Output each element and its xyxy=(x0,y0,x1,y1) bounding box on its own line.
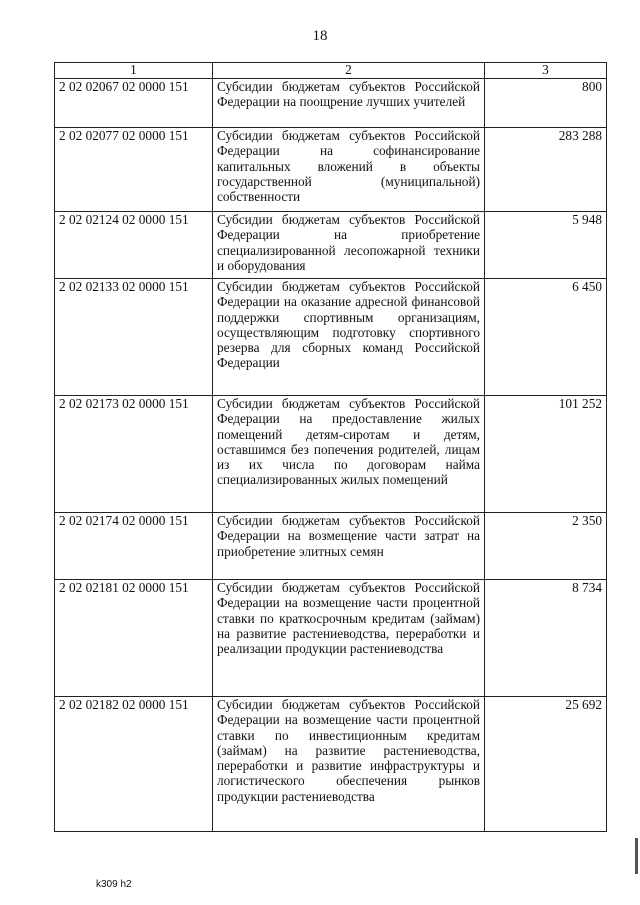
row-code: 2 02 02173 02 0000 151 xyxy=(55,396,213,513)
scan-edge-mark xyxy=(635,838,638,874)
column-header-amount: 3 xyxy=(485,63,607,79)
row-description: Субсидии бюджетам субъектов Российской Федерации на возмещение части процентной ставки по краткосрочным кредитам (займам) на развитие растениеводства, переработки и реализации продукции растениеводства xyxy=(213,580,485,697)
row-amount: 283 288 xyxy=(485,128,607,212)
row-description: Субсидии бюджетам субъектов Российской Федерации на оказание адресной финансовой поддержки спортивным организациям, осуществляющим подготовку спортивного резерва для сборных команд Российской Федерации xyxy=(213,279,485,396)
table-row xyxy=(55,513,607,580)
table-row xyxy=(55,580,607,697)
table-row xyxy=(55,697,607,832)
row-amount: 25 692 xyxy=(485,697,607,832)
page-number: 18 xyxy=(312,28,328,44)
row-code: 2 02 02133 02 0000 151 xyxy=(55,279,213,396)
footer-document-code: k309 h2 xyxy=(96,879,132,890)
row-amount: 101 252 xyxy=(485,396,607,513)
row-code: 2 02 02077 02 0000 151 xyxy=(55,128,213,212)
row-description: Субсидии бюджетам субъектов Российской Федерации на приобретение специализированной лесопожарной техники и оборудования xyxy=(213,212,485,279)
table-row xyxy=(55,212,607,279)
row-code: 2 02 02182 02 0000 151 xyxy=(55,697,213,832)
table-row xyxy=(55,279,607,396)
row-description: Субсидии бюджетам субъектов Российской Федерации на возмещение части затрат на приобретение элитных семян xyxy=(213,513,485,580)
row-amount: 8 734 xyxy=(485,580,607,697)
row-code: 2 02 02174 02 0000 151 xyxy=(55,513,213,580)
row-description: Субсидии бюджетам субъектов Российской Федерации на предоставление жилых помещений детям-сиротам и детям, оставшимся без попечения родителей, лицам из их числа по договорам найма специализированных жилых помещений xyxy=(213,396,485,513)
row-description: Субсидии бюджетам субъектов Российской Федерации на софинансирование капитальных вложений в объекты государственной (муниципальной) собственности xyxy=(213,128,485,212)
table-row xyxy=(55,79,607,128)
row-code: 2 02 02067 02 0000 151 xyxy=(55,79,213,128)
row-amount: 6 450 xyxy=(485,279,607,396)
row-description: Субсидии бюджетам субъектов Российской Федерации на поощрение лучших учителей xyxy=(213,79,485,128)
row-description: Субсидии бюджетам субъектов Российской Федерации на возмещение части процентной ставки по инвестиционным кредитам (займам) на развитие растениеводства, переработки и развитие инфраструктуры и логистического обеспечения рынков продукции растениеводства xyxy=(213,697,485,832)
table-header-row xyxy=(55,63,607,79)
row-code: 2 02 02181 02 0000 151 xyxy=(55,580,213,697)
column-header-code: 1 xyxy=(55,63,213,79)
table-row xyxy=(55,396,607,513)
row-code: 2 02 02124 02 0000 151 xyxy=(55,212,213,279)
column-header-description: 2 xyxy=(213,63,485,79)
row-amount: 800 xyxy=(485,79,607,128)
row-amount: 2 350 xyxy=(485,513,607,580)
budget-table xyxy=(54,62,607,832)
table-row xyxy=(55,128,607,212)
row-amount: 5 948 xyxy=(485,212,607,279)
